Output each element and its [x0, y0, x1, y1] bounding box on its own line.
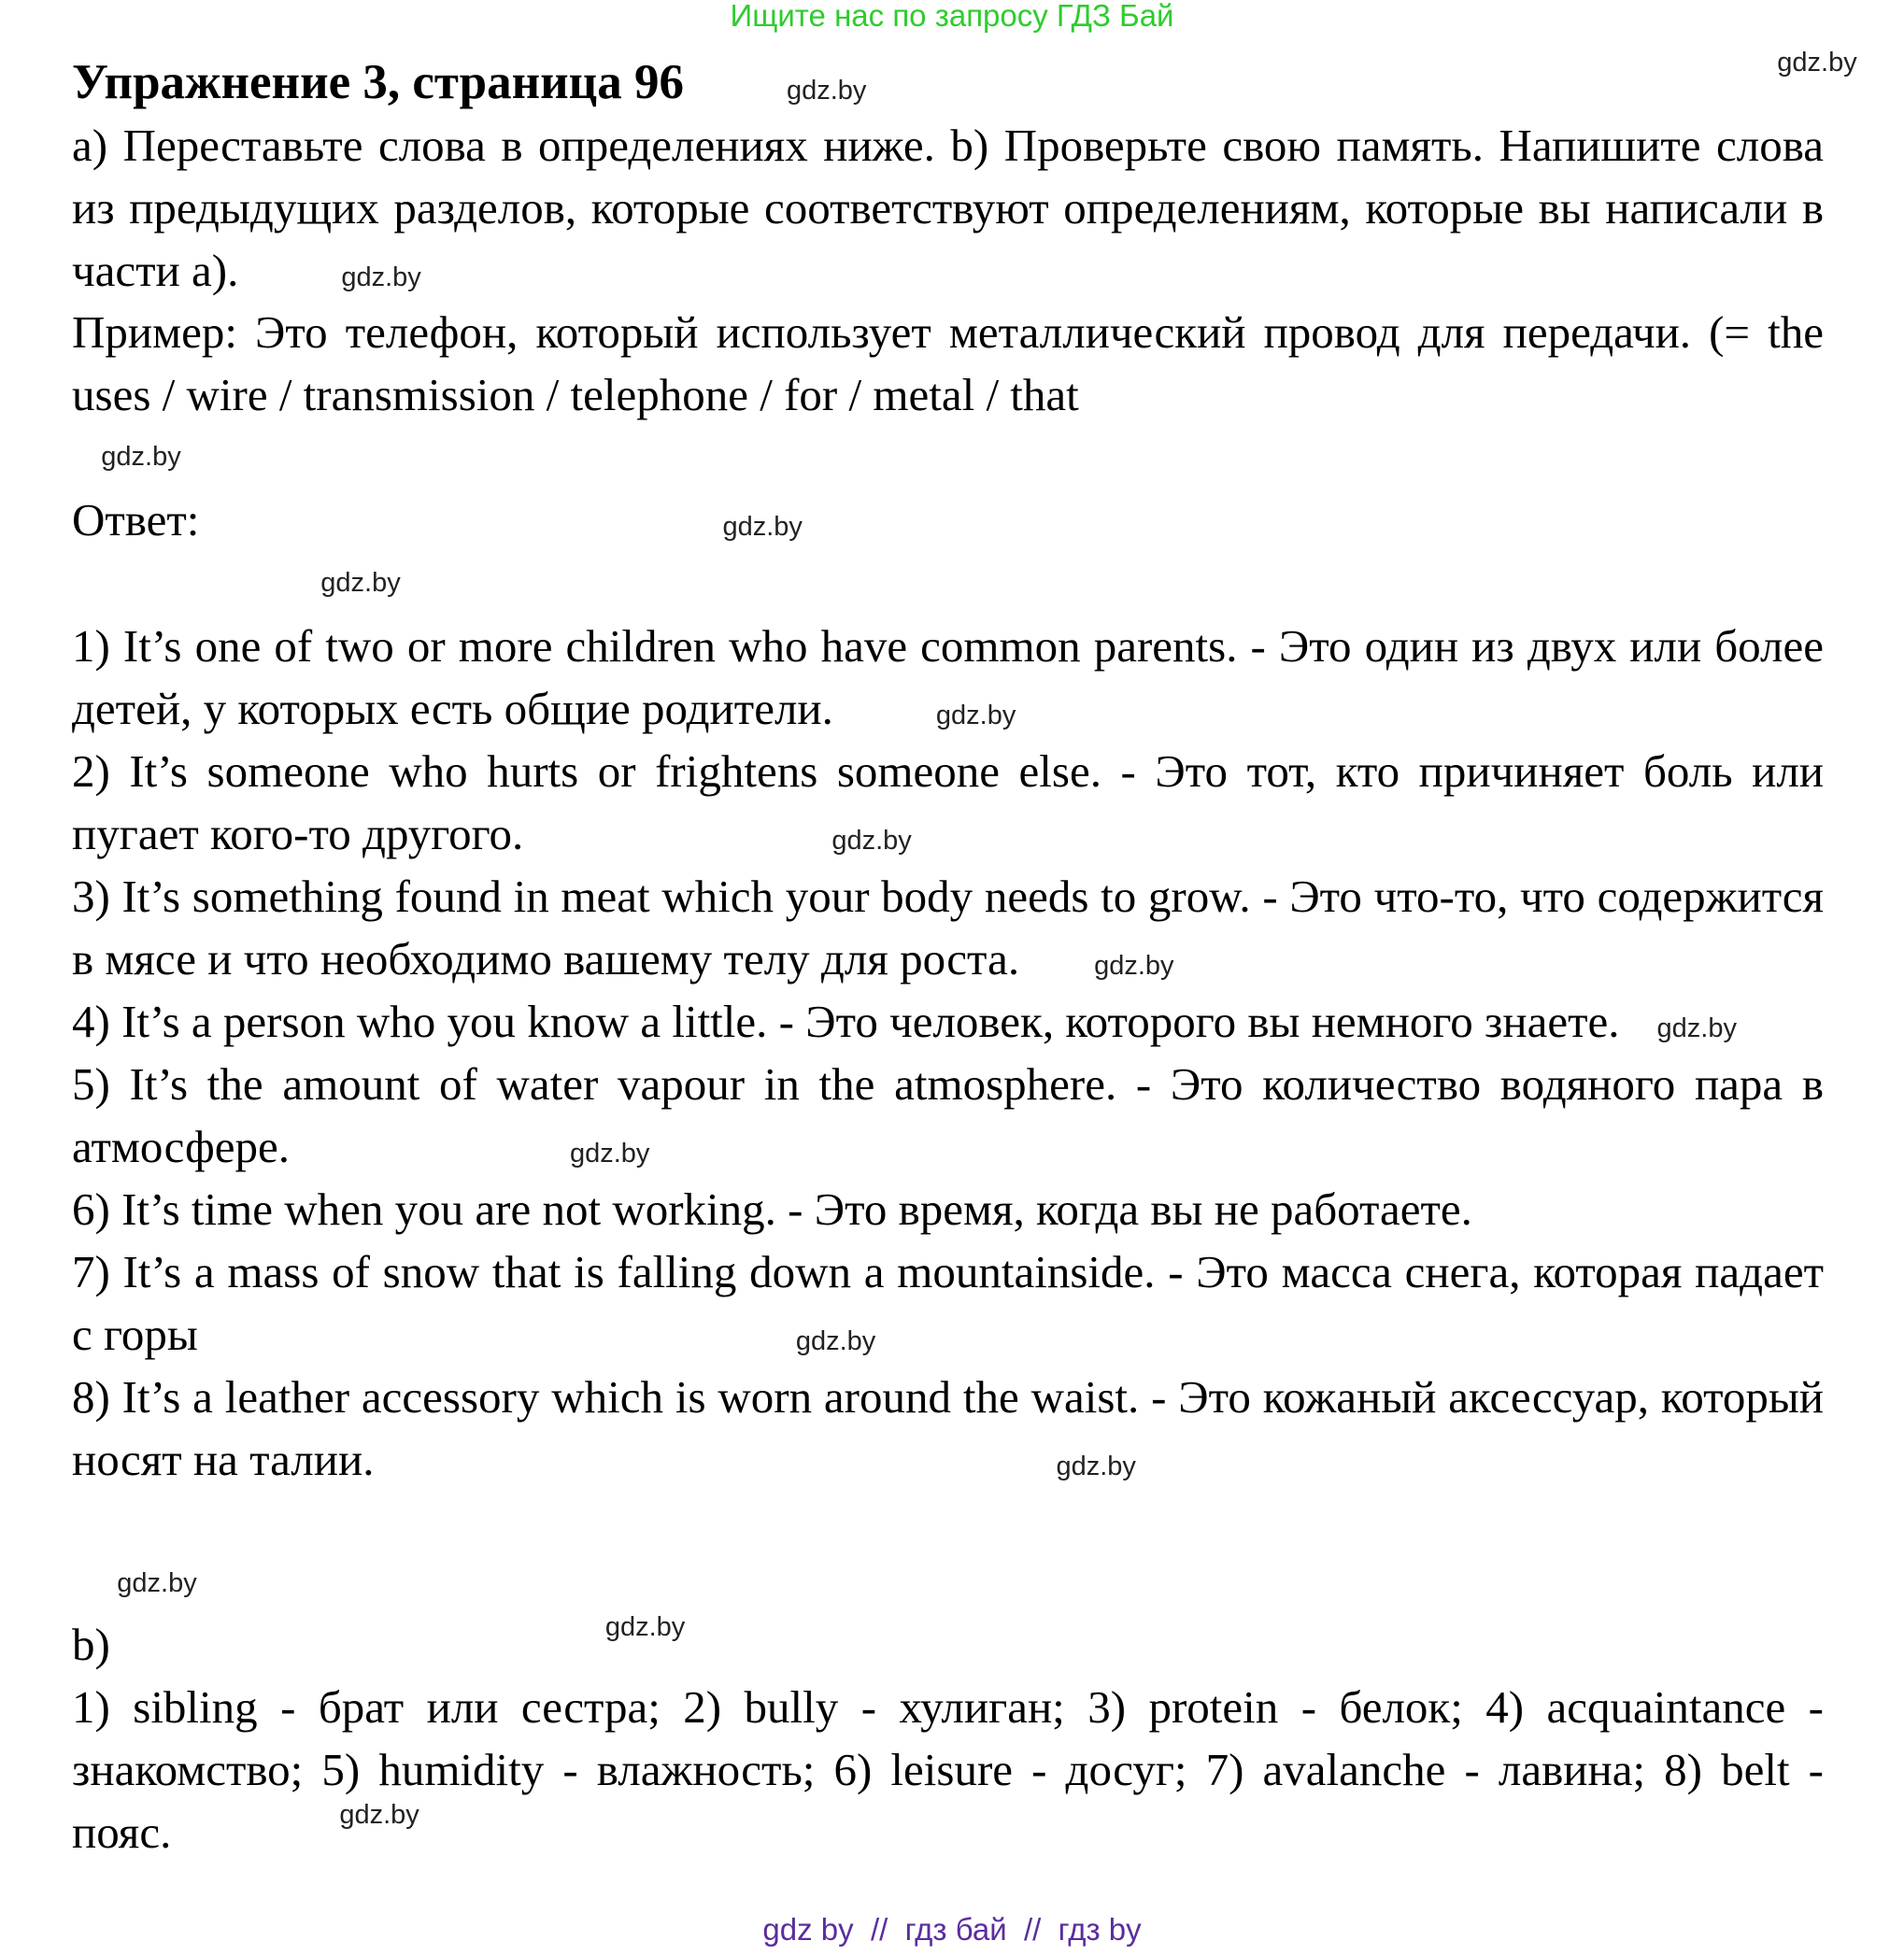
watermark: gdz.by	[786, 76, 867, 106]
watermark: gdz.by	[569, 1139, 650, 1169]
watermark: gdz.by	[604, 1612, 686, 1642]
watermark: gdz.by	[339, 1800, 419, 1830]
part-b-row	[72, 1613, 1824, 1676]
watermark: gdz.by	[1656, 1013, 1737, 1043]
answer-text: 5) It’s the amount of water vapour in the atmosphere. - Это количество водяного пара в атмосфере.	[72, 1058, 1824, 1172]
answer-item	[72, 865, 1824, 990]
answer-item	[72, 1366, 1824, 1491]
page-title-row	[72, 52, 866, 112]
watermark: gdz.by	[1094, 951, 1174, 981]
part-b-label: b)	[72, 1619, 110, 1670]
watermark: gdz.by	[831, 826, 912, 856]
answer-text: 2) It’s someone who hurts or frightens someone else. - Это тот, кто причиняет боль или пугает кого-то другого.	[72, 745, 1824, 859]
watermark: gdz.by	[101, 442, 181, 472]
answer-item	[72, 1240, 1824, 1366]
answer-label: Ответ:	[72, 494, 200, 545]
watermark: gdz.by	[117, 1568, 197, 1598]
answer-item: 6) It’s time when you are not working. - Это время, когда вы не работаете.	[72, 1183, 1472, 1235]
watermark: gdz.by	[935, 701, 1016, 730]
answer-text: 3) It’s something found in meat which your body needs to grow. - Это что-то, что содержится в мясе и что необходимо вашему телу для роста.	[72, 871, 1824, 985]
watermark: gdz.by	[795, 1326, 876, 1356]
footer-links[interactable]: gdz by // гдз бай // гдз by	[762, 1912, 1142, 1947]
answers-b-block	[72, 1676, 1824, 1863]
watermark: gdz.by	[341, 262, 421, 292]
watermark: gdz.by	[320, 568, 401, 598]
watermark: gdz.by	[1056, 1452, 1136, 1481]
answer-item	[72, 990, 1824, 1053]
answer-text: 1) It’s one of two or more children who have common parents. - Это один из двух или более детей, у которых есть общие родители.	[72, 620, 1824, 734]
search-banner[interactable]: Ищите нас по запросу ГДЗ Бай	[730, 0, 1174, 33]
answer-text: 8) It’s a leather accessory which is worn around the waist. - Это кожаный аксессуар, который носят на талии.	[72, 1371, 1824, 1485]
answer-text: 4) It’s a person who you know a little. - Это человек, которого вы немного знаете.	[72, 996, 1620, 1047]
task-block	[72, 114, 1824, 302]
answer-item	[72, 1053, 1824, 1178]
watermark: gdz.by	[1777, 48, 1857, 78]
answers-b-text: 1) sibling - брат или сестра; 2) bully - хулиган; 3) protein - белок; 4) acquaintance - знакомство; 5) humidity - влажность; 6) leisure - досуг; 7) avalanche - лавина; 8) belt - пояс.	[72, 1681, 1824, 1858]
example-text: Пример: Это телефон, который использует металлический провод для передачи. (= the uses / wire / transmission / telephone / for / metal / that	[72, 306, 1824, 420]
answer-item	[72, 615, 1824, 740]
task-text: a) Переставьте слова в определениях ниже. b) Проверьте свою память. Напишите слова из предыдущих разделов, которые соответствуют определениям, которые вы написали в части a).	[72, 120, 1824, 296]
answer-item	[72, 740, 1824, 865]
answers-a-list	[72, 615, 1824, 1491]
answer-text: 7) It’s a mass of snow that is falling down a mountainside. - Это масса снега, которая падает с горы	[72, 1246, 1824, 1360]
page-title: Упражнение 3, страница 96	[72, 55, 684, 109]
answer-label-row	[72, 489, 1824, 551]
watermark: gdz.by	[722, 512, 803, 542]
